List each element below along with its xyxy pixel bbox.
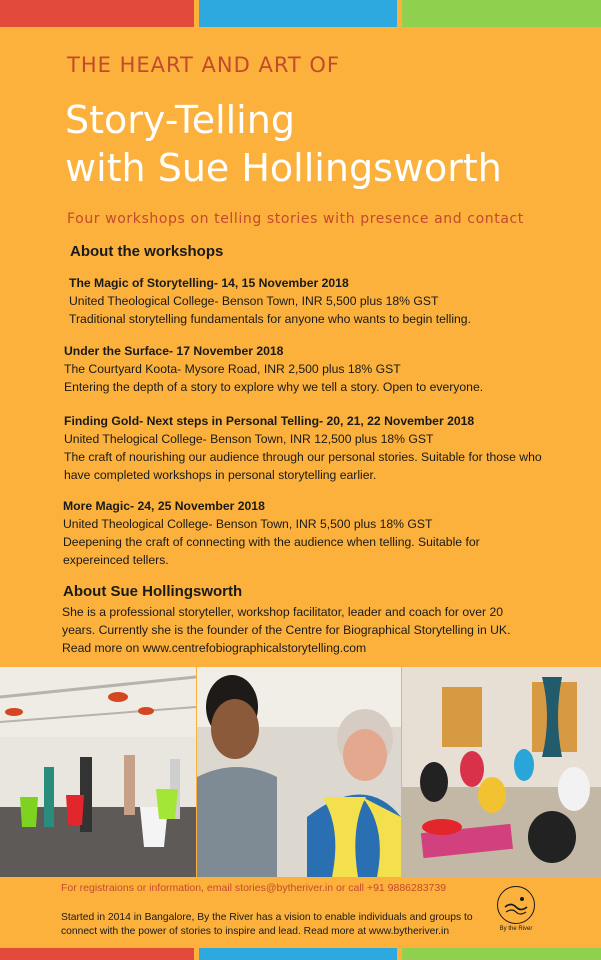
by-the-river-logo — [495, 886, 537, 932]
about-sue-bio: She is a professional storyteller, workshop facilitator, leader and coach for over 20 years. Currently she is the founder of the Centre for Biographical Storytelling in UK. Read more on www.centrefobiographicalstorytelling.com — [62, 605, 511, 655]
top-stripe-blue — [199, 0, 397, 27]
workshop-venue: The Courtyard Koota- Mysore Road, INR 2,500 plus 18% GST — [64, 362, 401, 376]
workshops-heading: About the workshops — [70, 243, 224, 260]
title-line-2: with Sue Hollingsworth — [65, 146, 502, 190]
workshop-1 — [69, 274, 549, 328]
sue-portrait-photo — [197, 667, 401, 877]
workshop-description: Entering the depth of a story to explore why we tell a story. Open to everyone. — [64, 380, 484, 394]
workshop-description: The craft of nourishing our audience through our personal stories. Suitable for those who have completed workshops in personal storytelling earlier. — [64, 450, 542, 482]
bottom-stripe-green — [402, 948, 601, 960]
workshop-3 — [64, 412, 542, 484]
page-title — [65, 96, 502, 192]
workshop-2 — [64, 342, 544, 396]
about-sue-heading: About Sue Hollingsworth — [63, 583, 243, 600]
top-stripe-red — [0, 0, 194, 27]
workshop-4 — [63, 497, 503, 569]
workshop-title: More Magic- 24, 25 November 2018 — [63, 499, 265, 513]
workshop-room-photo — [0, 667, 196, 877]
footer-text: Started in 2014 in Bangalore, By the River has a vision to enable individuals and groups to connect with the power of stories to inspire and lead. Read more at www.bytheriver.in — [61, 912, 473, 937]
logo-label: By the River — [499, 926, 533, 932]
workshop-title: The Magic of Storytelling- 14, 15 November 2018 — [69, 276, 349, 290]
workshop-venue: United Thelogical College- Benson Town, INR 12,500 plus 18% GST — [64, 432, 434, 446]
group-circle-photo — [402, 667, 601, 877]
river-icon — [497, 886, 535, 924]
kicker: THE HEART AND ART OF — [67, 53, 341, 77]
bottom-stripe-red — [0, 948, 194, 960]
subtitle: Four workshops on telling stories with presence and contact — [67, 211, 524, 227]
workshop-title: Finding Gold- Next steps in Personal Telling- 20, 21, 22 November 2018 — [64, 414, 475, 428]
workshop-description: Traditional storytelling fundamentals for anyone who wants to begin telling. — [69, 312, 471, 326]
workshop-venue: United Theological College- Benson Town, INR 5,500 plus 18% GST — [63, 517, 433, 531]
workshop-title: Under the Surface- 17 November 2018 — [64, 344, 284, 358]
workshop-venue: United Theological College- Benson Town, INR 5,500 plus 18% GST — [69, 294, 439, 308]
workshop-description: Deepening the craft of connecting with the audience when telling. Suitable for expereinced tellers. — [63, 535, 480, 567]
title-line-1: Story-Telling — [65, 98, 295, 142]
photo-strip — [0, 667, 601, 877]
bottom-stripe-blue — [199, 948, 397, 960]
top-stripe-green — [402, 0, 601, 27]
contact-info: For registraions or information, email stories@bytheriver.in or call +91 9886283739 — [61, 882, 447, 894]
